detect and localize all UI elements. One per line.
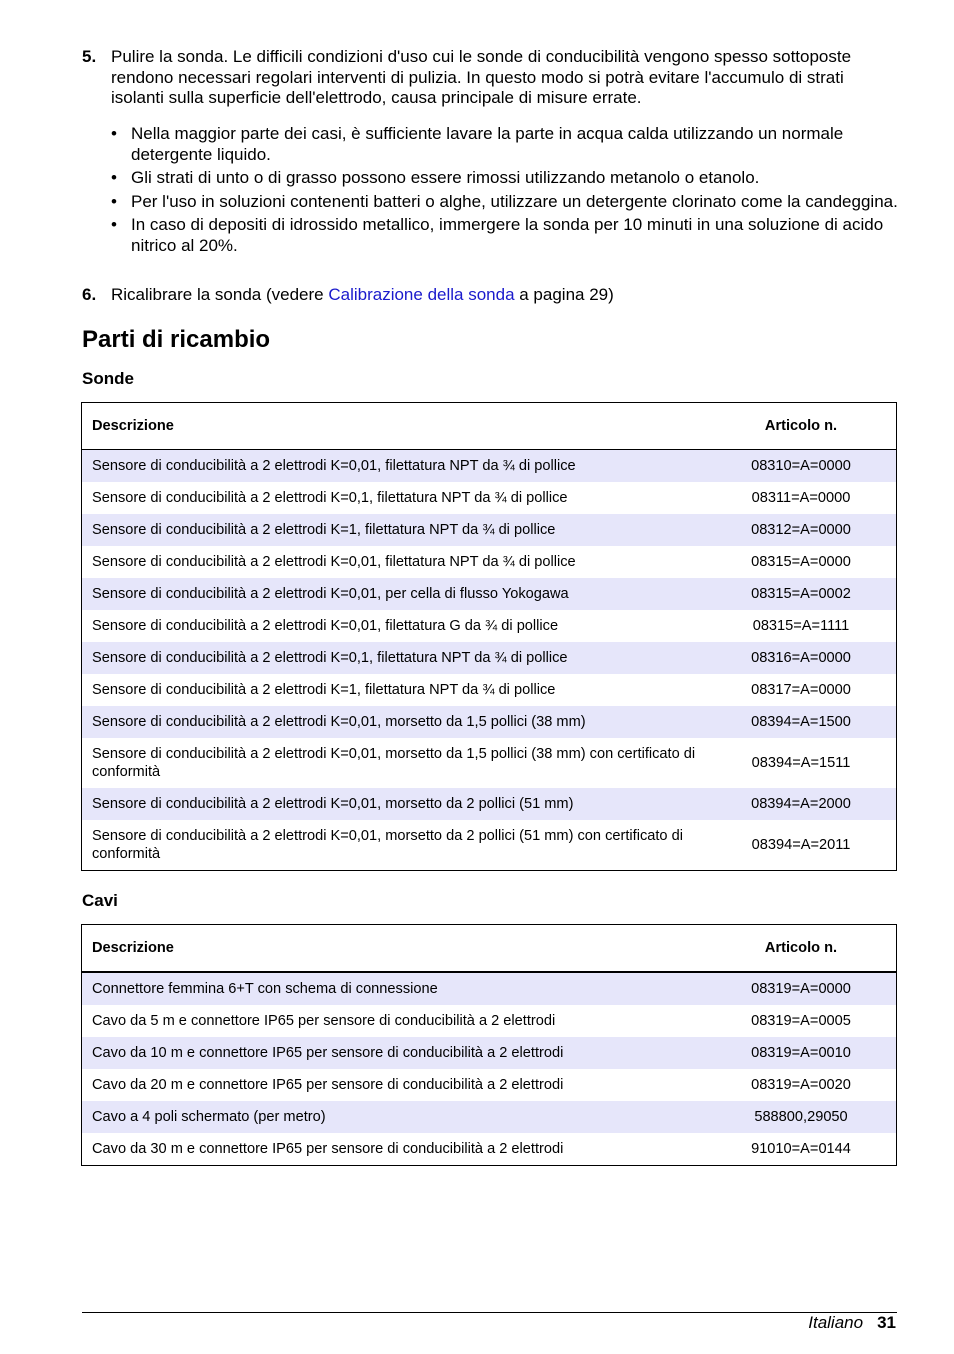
cell-description: Cavo da 30 m e connettore IP65 per sensore di conducibilità a 2 elettrodi — [92, 1141, 564, 1157]
cell-description: Sensore di conducibilità a 2 elettrodi K=0,01, morsetto da 2 pollici (51 mm) — [82, 788, 707, 820]
table-row — [82, 578, 897, 610]
cleaning-bullet-list — [111, 124, 901, 259]
table-row — [82, 610, 897, 642]
cell-description: Sensore di conducibilità a 2 elettrodi K=0,01, per cella di flusso Yokogawa — [82, 578, 707, 610]
step-6 — [82, 285, 896, 306]
col-code-header: Articolo n. — [706, 925, 897, 973]
footer-language: Italiano — [808, 1313, 864, 1332]
cell-description: Sensore di conducibilità a 2 elettrodi K=0,1, filettatura NPT da ¾ di pollice — [92, 490, 568, 506]
cell-code: 08394=A=2000 — [706, 788, 897, 820]
cell-code: 91010=A=0144 — [751, 1141, 851, 1157]
sonde-title: Sonde — [82, 369, 134, 388]
table-row — [82, 1069, 897, 1101]
table-row — [82, 1133, 897, 1166]
cell-description: Sensore di conducibilità a 2 elettrodi K=0,01, morsetto da 2 pollici (51 mm) con certificato di conformità — [92, 828, 683, 862]
list-item: • Per l'uso in soluzioni contenenti batteri o alghe, utilizzare un detergente clorinato come la candeggina. — [111, 192, 901, 213]
cell-code: 08319=A=0000 — [706, 972, 897, 1005]
cell-code: 08311=A=0000 — [751, 490, 851, 506]
sonde-table-body — [82, 450, 897, 871]
cell-code: 08310=A=0000 — [706, 450, 897, 483]
list-item: • Gli strati di unto o di grasso possono essere rimossi utilizzando metanolo o etanolo. — [111, 168, 901, 189]
section-title: Parti di ricambio — [82, 326, 271, 353]
table-row — [82, 706, 897, 738]
cell-description: Sensore di conducibilità a 2 elettrodi K=0,01, filettatura G da ¾ di pollice — [92, 618, 559, 634]
cell-description: Connettore femmina 6+T con schema di connessione — [82, 972, 707, 1005]
page-number: 31 — [877, 1313, 896, 1332]
cavi-table — [81, 924, 897, 1166]
table-row — [82, 972, 897, 1005]
cell-description: Sensore di conducibilità a 2 elettrodi K=1, filettatura NPT da ¾ di pollice — [92, 682, 556, 698]
cell-code: 08315=A=1111 — [752, 618, 850, 634]
table-header-row — [82, 403, 897, 450]
sonde-table — [81, 402, 897, 871]
cell-description: Sensore di conducibilità a 2 elettrodi K=0,01, morsetto da 1,5 pollici (38 mm) — [82, 706, 707, 738]
step-text-after: a pagina 29) — [514, 285, 614, 304]
cell-code: 08315=A=0000 — [751, 554, 851, 570]
cell-code: 08319=A=0005 — [751, 1013, 851, 1029]
cell-code: 08316=A=0000 — [706, 642, 897, 674]
table-row — [82, 482, 897, 514]
cell-description: Sensore di conducibilità a 2 elettrodi K=1, filettatura NPT da ¾ di pollice — [82, 514, 707, 546]
step-number: 6. — [82, 285, 97, 304]
table-row — [82, 546, 897, 578]
calibration-link[interactable]: Calibrazione della sonda — [328, 285, 515, 304]
list-item: • In caso di depositi di idrossido metallico, immergere la sonda per 10 minuti in una soluzione di acido nitrico al 20%. — [111, 215, 901, 256]
cell-description: Cavo da 10 m e connettore IP65 per sensore di conducibilità a 2 elettrodi — [82, 1037, 707, 1069]
cell-description: Cavo a 4 poli schermato (per metro) — [82, 1101, 707, 1133]
cell-code: 08319=A=0010 — [706, 1037, 897, 1069]
cell-description: Sensore di conducibilità a 2 elettrodi K=0,1, filettatura NPT da ¾ di pollice — [82, 642, 707, 674]
col-description-header: Descrizione — [82, 403, 707, 450]
table-row — [82, 1101, 897, 1133]
page-footer — [808, 1313, 896, 1333]
cell-description: Cavo da 5 m e connettore IP65 per sensore di conducibilità a 2 elettrodi — [92, 1013, 556, 1029]
col-code-header: Articolo n. — [706, 403, 897, 450]
table-row — [82, 674, 897, 706]
cell-code: 08312=A=0000 — [706, 514, 897, 546]
table-row — [82, 514, 897, 546]
table-row — [82, 450, 897, 483]
cell-code: 08315=A=0002 — [706, 578, 897, 610]
cell-code: 588800,29050 — [706, 1101, 897, 1133]
table-header-row — [82, 925, 897, 973]
cell-description: Cavo da 20 m e connettore IP65 per sensore di conducibilità a 2 elettrodi — [92, 1077, 564, 1093]
list-item: • Nella maggior parte dei casi, è sufficiente lavare la parte in acqua calda utilizzando un normale detergente liquido. — [111, 124, 901, 165]
step-text: Pulire la sonda. Le difficili condizioni d'uso cui le sonde di conducibilità vengono spesso sottoposte rendono necessari regolari interventi di pulizia. In questo modo si potrà evitare l'accumulo di strati isolanti sulla superficie dell'elettrodo, causa principale di misure errate. — [111, 47, 852, 107]
cell-description: Sensore di conducibilità a 2 elettrodi K=0,01, filettatura NPT da ¾ di pollice — [82, 450, 707, 483]
col-description-header: Descrizione — [82, 925, 707, 973]
step-text-before: Ricalibrare la sonda (vedere — [111, 285, 329, 304]
cell-code: 08394=A=2011 — [751, 837, 851, 853]
step-text — [111, 285, 896, 306]
table-row — [82, 1005, 897, 1037]
table-row — [82, 788, 897, 820]
cell-code: 08317=A=0000 — [751, 682, 851, 698]
table-row — [82, 820, 897, 871]
table-row — [82, 1037, 897, 1069]
cavi-title: Cavi — [82, 891, 118, 910]
table-row — [82, 738, 897, 788]
cavi-table-body — [82, 972, 897, 1166]
footer-divider — [82, 1312, 897, 1313]
step-number: 5. — [82, 47, 97, 66]
cell-description: Sensore di conducibilità a 2 elettrodi K=0,01, morsetto da 1,5 pollici (38 mm) con certificato di conformità — [92, 746, 696, 780]
cell-description: Sensore di conducibilità a 2 elettrodi K=0,01, filettatura NPT da ¾ di pollice — [92, 554, 576, 570]
cell-code: 08394=A=1511 — [751, 755, 851, 771]
cell-code: 08394=A=1500 — [706, 706, 897, 738]
table-row — [82, 642, 897, 674]
cell-code: 08319=A=0020 — [751, 1077, 851, 1093]
step-5 — [82, 47, 896, 109]
